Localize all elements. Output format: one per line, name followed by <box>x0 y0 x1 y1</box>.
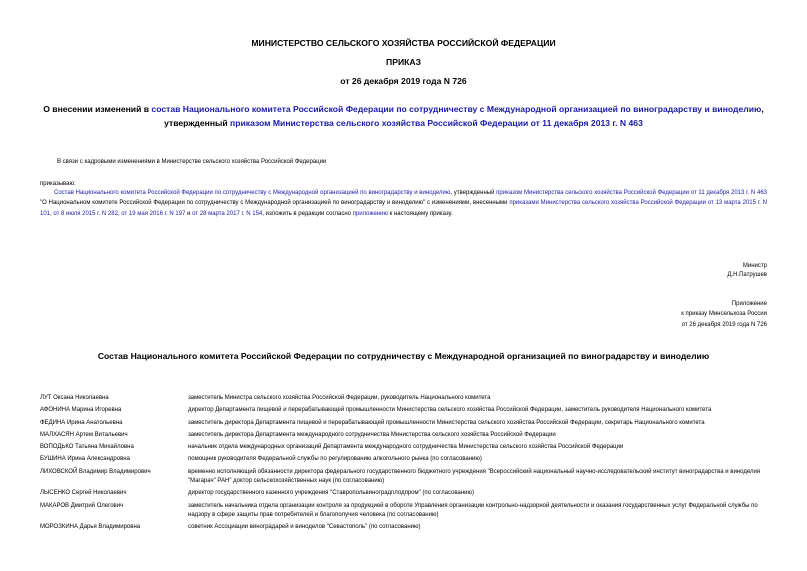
member-role: директор государственного казенного учреждения "Ставропольвиноградплодпром" (по согласованию) <box>188 490 474 497</box>
table-row <box>40 406 767 418</box>
title-committee-link[interactable]: состав Национального комитета Российской Федерации по сотрудничеству с Международной организацией по виноградарству и виноделию <box>151 104 762 114</box>
table-row <box>40 394 767 406</box>
member-name: МАЛХАСЯН Артем Витальевич <box>40 431 128 438</box>
member-name: ФЕДИНА Ирина Анатольевна <box>40 419 123 426</box>
intro-paragraph: В связи с кадровыми изменениями в Министерстве сельского хозяйства Российской Федерации <box>57 159 327 165</box>
paragraph-text: , утвержденный <box>450 190 497 196</box>
table-row <box>40 502 767 524</box>
member-name: БУШИНА Ирина Александровна <box>40 456 130 463</box>
order-paragraph <box>40 188 767 219</box>
order-2016-link[interactable]: от 19 мая 2016 г. N 197 <box>121 210 186 217</box>
composition-heading: Состав Национального комитета Российской Федерации по сотрудничеству с Международной организацией по виноградарству и виноделию <box>97 351 710 361</box>
member-name: ВОПОДЬКО Татьяна Михайловна <box>40 444 134 451</box>
paragraph-text: и <box>185 210 193 217</box>
order-2015-july-link[interactable]: от 8 июля 2015 г. N 282 <box>53 210 118 217</box>
member-role: заместитель начальника отдела организации контроля за продукцией в обороте Управления организации контрольно-надзорной деятельности и оказания государственных услуг Федеральной службы по надзору в сфере защиты прав потребителей и благополучия человека (по согласованию) <box>188 502 758 518</box>
member-role: помощник руководителя Федеральной службы по регулированию алкогольного рынка (по согласованию) <box>188 456 482 463</box>
paragraph-text: , <box>117 210 122 217</box>
table-row <box>40 431 767 443</box>
order-date-heading: от 26 декабря 2019 года N 726 <box>340 76 467 86</box>
order-title <box>40 102 767 130</box>
order-2017-link[interactable]: от 28 марта 2017 г. N 154 <box>192 210 263 217</box>
table-row <box>40 489 767 501</box>
member-name: МОРОЗКИНА Дарья Владимировна <box>40 524 141 531</box>
member-name: ЛУТ Оксана Николаевна <box>40 395 109 401</box>
title-prefix: О внесении изменений в <box>43 104 152 114</box>
document-type-heading: ПРИКАЗ <box>386 57 421 67</box>
order-word: приказываю: <box>40 181 76 187</box>
signatory-name: Д.Н.Патрушев <box>727 272 767 278</box>
order-2013-link[interactable]: приказом Министерства сельского хозяйства Российской Федерации от 11 декабря 2013 г. N 463 <box>496 190 768 196</box>
order-2015-march-link[interactable]: приказами Министерства сельского хозяйства Российской Федерации от 13 марта 2015 г. N 101 <box>40 200 767 217</box>
member-role: заместитель директора Департамента пищевой и перерабатывающей промышленности Министерства сельского хозяйства Российской Федерации, секретарь Национального комитета <box>188 419 705 426</box>
member-role: заместитель директора Департамента международного сотрудничества Министерства сельского хозяйства Российской Федерации <box>188 431 556 438</box>
member-name: ЛИХОВСКОЙ Владимир Владимирович <box>40 468 151 475</box>
appendix-reference: к приказу Минсельхоза России <box>681 311 767 317</box>
table-row <box>40 523 767 535</box>
table-row <box>40 468 767 490</box>
signatory-position: Министр <box>742 263 767 269</box>
member-role: начальник отдела международных организаций Департамента международного сотрудничества Министерства сельского хозяйства Российской Федерации <box>188 444 624 451</box>
member-name: АФОНИНА Марина Игоревна <box>40 407 122 414</box>
appendix-date: от 26 декабря 2019 года N 726 <box>681 322 767 328</box>
table-row <box>40 419 767 431</box>
member-role: советник Ассоциации виноградарей и виноделов "Севастополь" (по согласованию) <box>188 524 421 531</box>
title-order-link[interactable]: приказом Министерства сельского хозяйства Российской Федерации от 11 декабря 2013 г. N 463 <box>230 118 643 128</box>
appendix-label: Приложение <box>731 301 767 307</box>
member-name: МАКАРОВ Дмитрий Олегович <box>40 502 124 509</box>
ministry-heading: МИНИСТЕРСТВО СЕЛЬСКОГО ХОЗЯЙСТВА РОССИЙСКОЙ ФЕДЕРАЦИИ <box>251 38 556 48</box>
member-name: ЛЫСЕНКО Сергей Николаевич <box>40 490 127 497</box>
member-role: директор Департамента пищевой и перерабатывающей промышленности Министерства сельского хозяйства Российской Федерации, заместитель руководителя Национального комитета <box>188 407 712 414</box>
table-row <box>40 443 767 455</box>
paragraph-text: к настоящему приказу. <box>387 210 453 217</box>
member-role: временно исполняющий обязанности директора федерального государственного бюджетного учреждения "Всероссийский национальный научно-исследовательский институт виноградарства и виноделия "Магарач" РАН" доктор сельскохозяйственных наук (по согласованию) <box>188 468 761 485</box>
members-table <box>40 394 767 536</box>
appendix-link[interactable]: приложению <box>352 210 388 217</box>
member-role: заместитель Министра сельского хозяйства Российской Федерации, руководитель Национального комитета <box>188 395 491 401</box>
committee-composition-link[interactable]: Состав Национального комитета Российской Федерации по сотрудничеству с Международной организацией по виноградарству и виноделию <box>54 190 451 196</box>
paragraph-text: , изложить в редакции согласно <box>262 210 353 217</box>
title-middle: , утвержденный <box>164 104 764 128</box>
table-row <box>40 455 767 467</box>
paragraph-text: , <box>50 210 54 217</box>
paragraph-text: "О Национальном комитете Российской Федерации по сотрудничеству с Международной организацией по виноградарству и виноделию" с изменениями, внесенными <box>40 200 510 207</box>
